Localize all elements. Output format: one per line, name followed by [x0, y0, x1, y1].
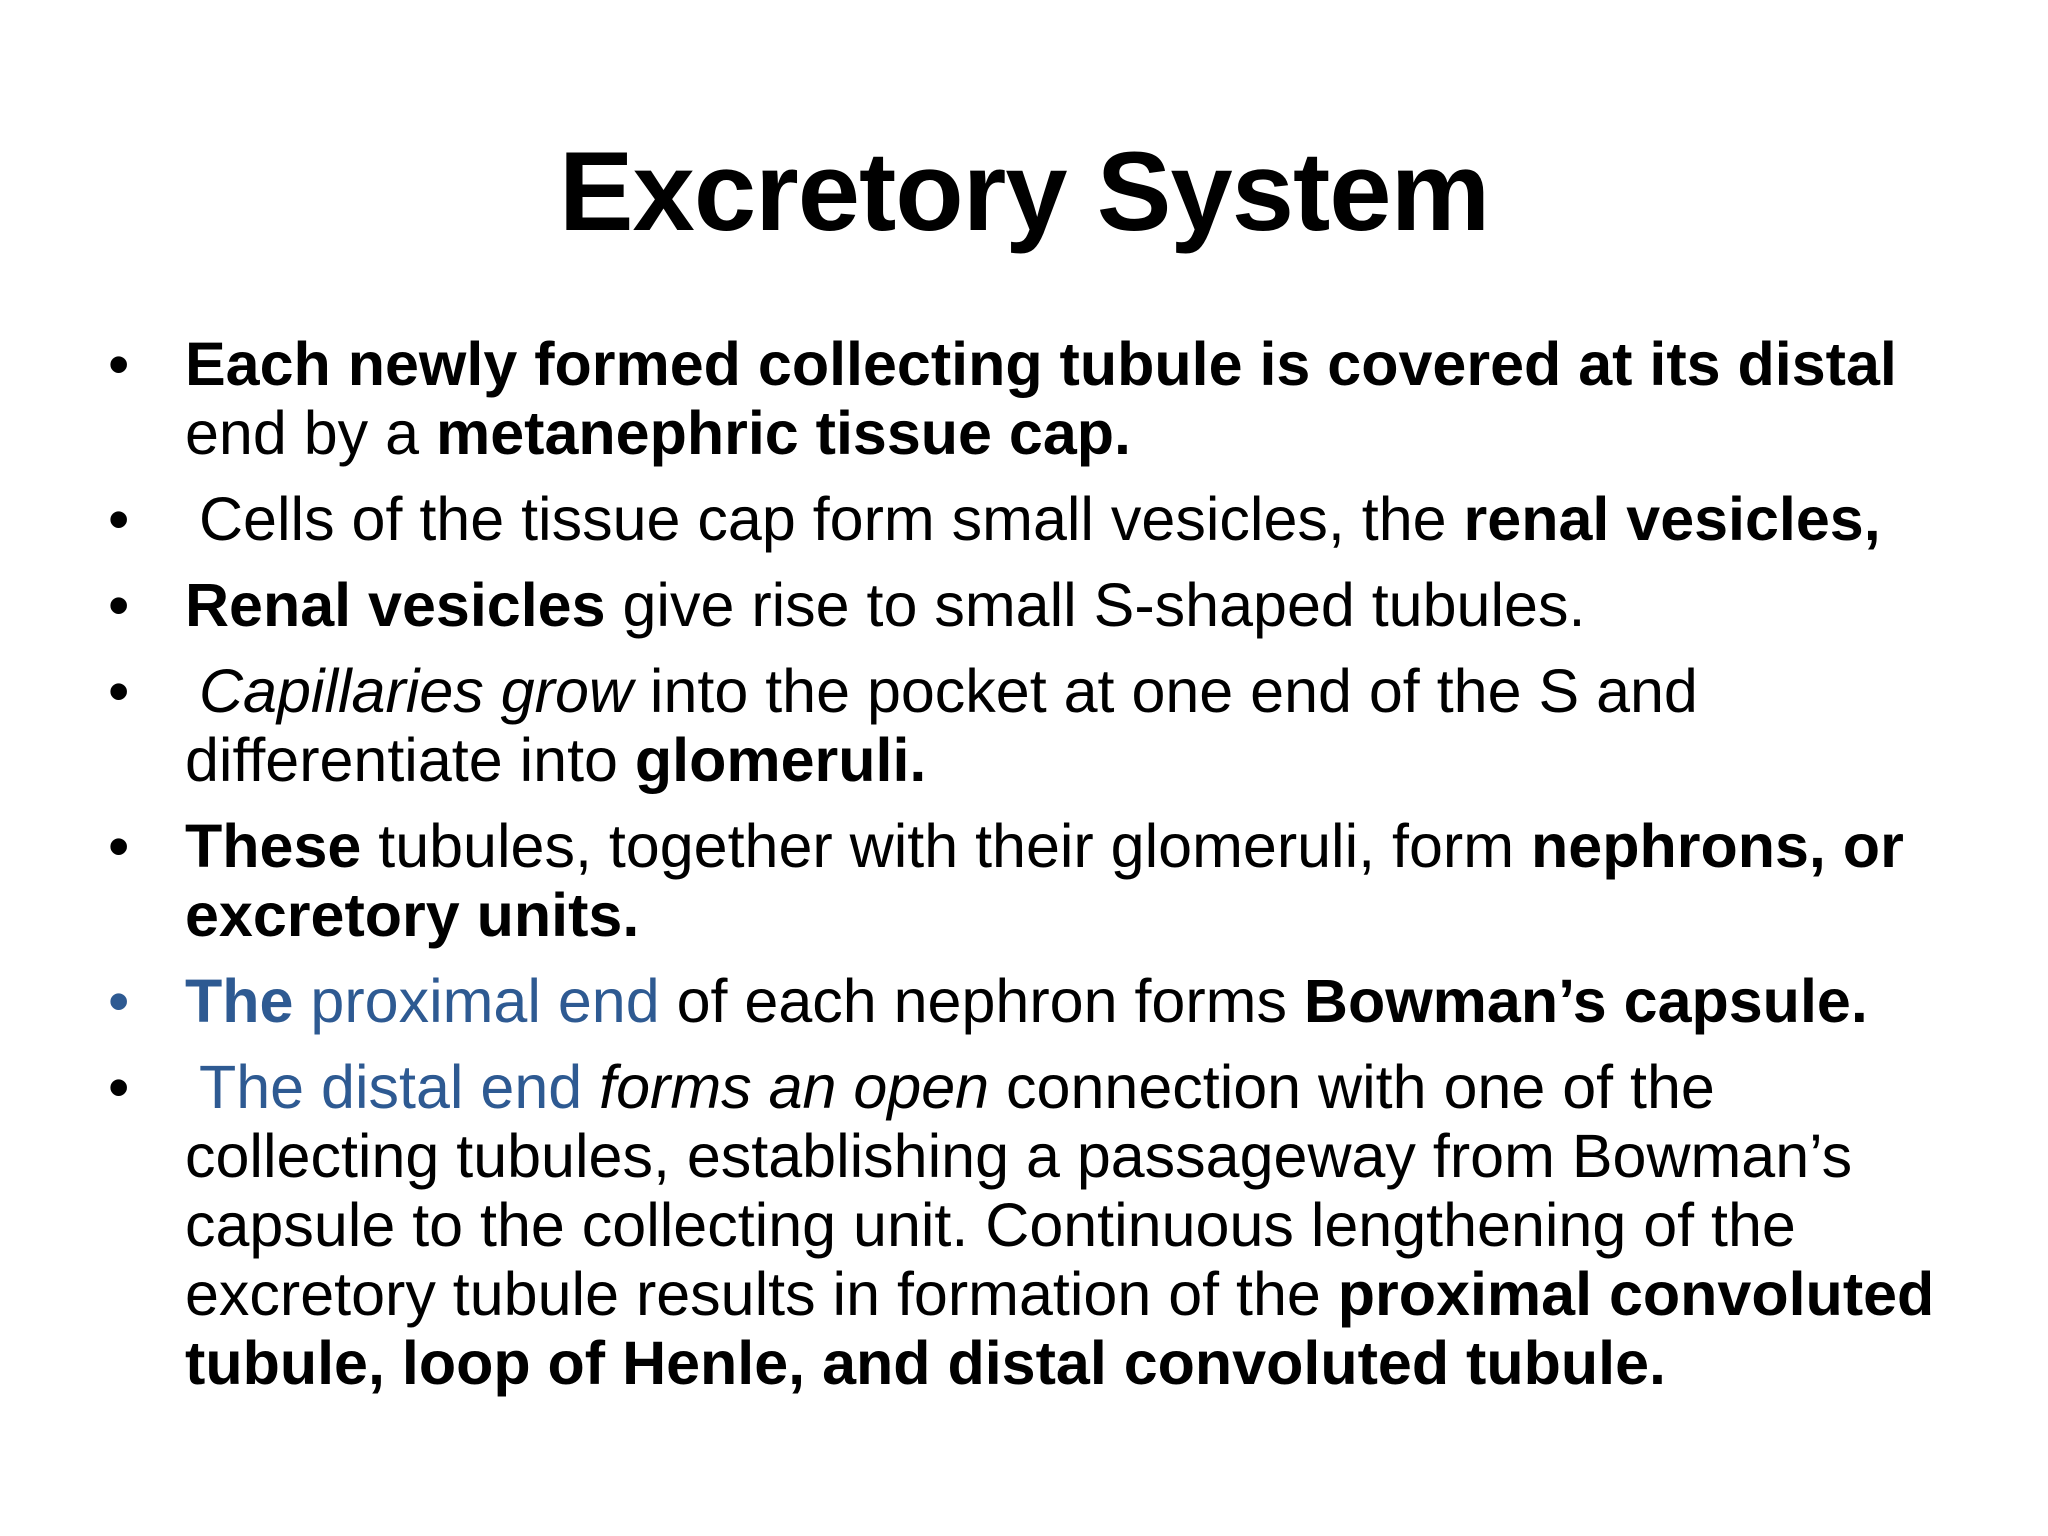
bullet-list	[100, 330, 1980, 1415]
bullet-text-run: of each nephron forms	[659, 967, 1304, 1035]
slide-title: Excretory System	[558, 129, 1490, 254]
bullet-item	[100, 571, 1980, 640]
bullet-item	[100, 330, 1980, 468]
bullet-dot: •	[108, 967, 130, 1035]
bullet-dot: •	[108, 571, 130, 639]
bullet-text-run: tubules, together with their glomeruli, form	[361, 812, 1532, 880]
bullet-dot: •	[108, 330, 130, 398]
bullet-text-run: proximal convoluted tubule, loop of Henle, and distal convoluted tubule.	[185, 1260, 1935, 1397]
bullet-text-run: These	[185, 812, 362, 880]
bullet-text-run: end by a	[185, 399, 436, 467]
bullet-text-run: Cells of the tissue cap form small vesicles, the	[199, 485, 1464, 553]
bullet-text-run: Capillaries grow	[199, 657, 633, 725]
bullet-text-run: The	[185, 967, 294, 1035]
bullet-dot: •	[108, 485, 130, 553]
bullet-text-run: renal vesicles,	[1463, 485, 1881, 553]
bullet-item	[100, 812, 1980, 950]
bullet-item	[100, 657, 1980, 795]
bullet-text-run: connection with one of the collecting tubules, establishing a passageway from Bowman’s capsule to the collecting unit. Continuous lengthening of the excretory tubule results in formation of the	[185, 1053, 1853, 1328]
bullet-text-run: The distal end	[199, 1053, 583, 1121]
bullet-text-run: proximal end	[293, 967, 660, 1035]
bullet-text-run: Bowman’s capsule.	[1303, 967, 1868, 1035]
bullet-text-run: nephrons, or excretory units.	[185, 812, 1904, 949]
bullet-text-run: into the pocket at one end of the S and differentiate into	[185, 657, 1698, 794]
bullet-text-run: glomeruli.	[634, 726, 927, 794]
bullet-dot: •	[108, 1053, 130, 1121]
bullet-dot: •	[108, 657, 130, 725]
bullet-text-run: give rise to small S-shaped tubules.	[605, 571, 1586, 639]
bullet-text-run: Renal vesicles	[185, 571, 606, 639]
bullet-item	[100, 485, 1980, 554]
bullet-text-run: Each newly formed collecting tubule is covered at its distal	[185, 330, 1897, 398]
bullet-dot: •	[108, 812, 130, 880]
bullet-item	[100, 967, 1980, 1036]
bullet-text-run: metanephric tissue cap.	[435, 399, 1131, 467]
bullet-text-run: forms an open	[582, 1053, 990, 1121]
bullet-item	[100, 1053, 1980, 1398]
